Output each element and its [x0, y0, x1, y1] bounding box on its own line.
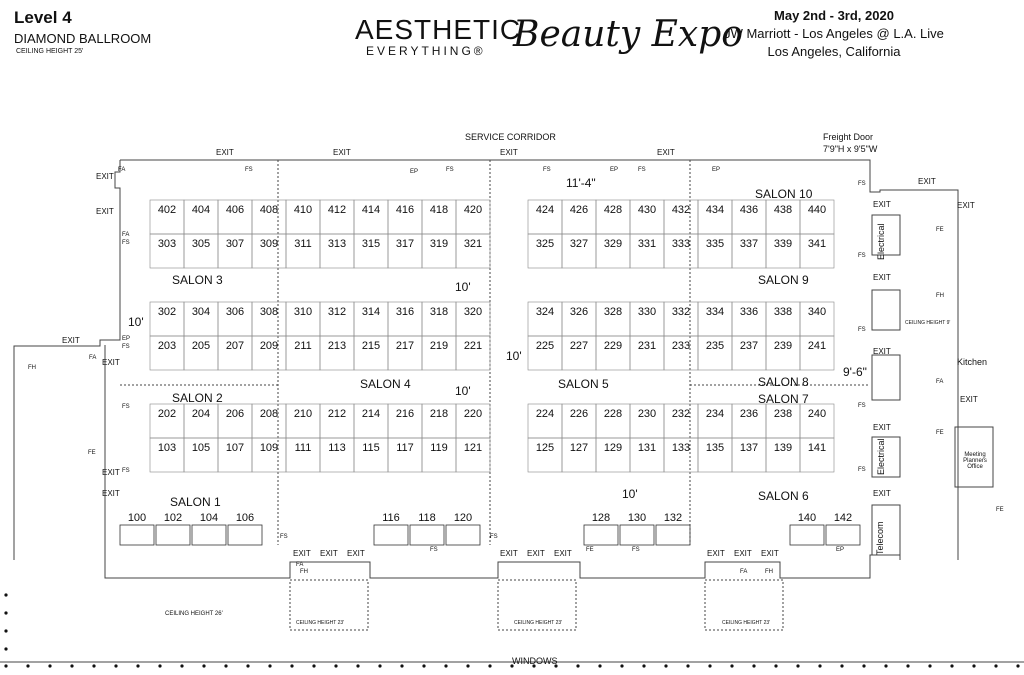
- booth-label-315: 315: [361, 238, 381, 250]
- booth-102: [156, 525, 190, 545]
- dimension-10-e: 10': [622, 487, 638, 501]
- booth-label-105: 105: [191, 442, 211, 454]
- booth-label-328: 328: [603, 306, 623, 318]
- fs-marker: FS: [858, 327, 866, 333]
- booth-label-130: 130: [627, 512, 647, 524]
- window-dot: [466, 664, 469, 667]
- fs-marker: FS: [446, 167, 454, 173]
- fs-marker: FS: [430, 547, 438, 553]
- booth-130: [620, 525, 654, 545]
- booth-label-229: 229: [603, 340, 623, 352]
- logo-aesthetic: AESTHETIC: [355, 14, 522, 45]
- freight-door-label: Freight Door: [823, 132, 874, 142]
- window-dot: [4, 611, 7, 614]
- window-dot: [950, 664, 953, 667]
- window-dot: [686, 664, 689, 667]
- booth-label-117: 117: [396, 442, 414, 454]
- level-title: Level 4: [14, 8, 72, 27]
- booth-label-312: 312: [327, 306, 347, 318]
- booth-label-131: 131: [637, 442, 657, 454]
- booth-label-420: 420: [463, 204, 483, 216]
- booth-label-139: 139: [773, 442, 793, 454]
- exit-marker: EXIT: [707, 549, 725, 558]
- booth-label-225: 225: [535, 340, 555, 352]
- fs-marker: FS: [245, 167, 253, 173]
- exit-marker: EXIT: [102, 358, 120, 367]
- ep-marker: EP: [712, 167, 721, 173]
- booth-label-333: 333: [671, 238, 691, 250]
- ep-marker: EP: [610, 167, 619, 173]
- booth-label-210: 210: [293, 408, 313, 420]
- window-dot: [818, 664, 821, 667]
- salon-9: SALON 9: [758, 273, 809, 287]
- meeting-office-label: Meeting Planners Office: [963, 452, 987, 470]
- exit-marker: EXIT: [657, 148, 675, 157]
- window-dot: [664, 664, 667, 667]
- booth-118: [410, 525, 444, 545]
- ceiling-9-label: CEILING HEIGHT 9': [905, 320, 951, 326]
- booth-label-215: 215: [361, 340, 381, 352]
- booth-label-218: 218: [429, 408, 449, 420]
- booth-label-334: 334: [705, 306, 725, 318]
- window-dot: [136, 664, 139, 667]
- booth-label-326: 326: [569, 306, 589, 318]
- booth-label-132: 132: [663, 512, 683, 524]
- exit-marker: EXIT: [873, 273, 891, 282]
- booth-label-142: 142: [833, 512, 853, 524]
- booth-120: [446, 525, 480, 545]
- booth-116: [374, 525, 408, 545]
- window-dot: [114, 664, 117, 667]
- window-dot: [158, 664, 161, 667]
- booth-label-325: 325: [535, 238, 555, 250]
- booth-label-102: 102: [163, 512, 183, 524]
- window-dot: [598, 664, 601, 667]
- booth-label-217: 217: [395, 340, 415, 352]
- booth-label-402: 402: [157, 204, 177, 216]
- booth-label-120: 120: [453, 512, 473, 524]
- service-corridor-label: SERVICE CORRIDOR: [465, 132, 556, 142]
- booth-label-226: 226: [569, 408, 589, 420]
- salon-2: SALON 2: [172, 391, 223, 405]
- window-dot: [70, 664, 73, 667]
- booth-label-331: 331: [637, 238, 657, 250]
- window-dot: [48, 664, 51, 667]
- booth-label-310: 310: [293, 306, 313, 318]
- booth-label-414: 414: [361, 204, 381, 216]
- fa-marker: FA: [118, 167, 126, 173]
- booth-label-320: 320: [463, 306, 483, 318]
- exit-marker: EXIT: [873, 423, 891, 432]
- booth-label-103: 103: [157, 442, 177, 454]
- booth-104: [192, 525, 226, 545]
- event-venue: JW Marriott - Los Angeles @ L.A. Live: [724, 26, 944, 41]
- booth-label-137: 137: [739, 442, 759, 454]
- exit-marker: EXIT: [320, 549, 338, 558]
- booth-label-338: 338: [773, 306, 793, 318]
- booth-label-410: 410: [293, 204, 313, 216]
- windows-label: WINDOWS: [512, 656, 558, 666]
- ep-marker: EP: [410, 169, 419, 175]
- booth-label-141: 141: [807, 442, 827, 454]
- ep-marker: EP: [836, 547, 845, 553]
- window-dot: [488, 664, 491, 667]
- event-city: Los Angeles, California: [767, 44, 901, 59]
- booth-label-302: 302: [157, 306, 177, 318]
- booth-label-135: 135: [705, 442, 725, 454]
- electrical-label-1: Electrical: [876, 223, 886, 260]
- booth-label-426: 426: [569, 204, 589, 216]
- exit-marker: EXIT: [347, 549, 365, 558]
- dimension-10-b: 10': [128, 315, 144, 329]
- fh-marker: FH: [765, 569, 773, 575]
- dimension-11-4: 11'-4": [566, 176, 596, 190]
- booth-label-230: 230: [637, 408, 657, 420]
- booth-label-432: 432: [671, 204, 691, 216]
- booth-label-339: 339: [773, 238, 793, 250]
- fs-marker: FS: [858, 467, 866, 473]
- walls: [0, 160, 1024, 662]
- fe-marker: FE: [88, 450, 96, 456]
- ceiling-23-label-1: CEILING HEIGHT 23': [296, 620, 345, 626]
- exit-marker: EXIT: [734, 549, 752, 558]
- booth-label-206: 206: [225, 408, 245, 420]
- booth-label-113: 113: [328, 442, 346, 454]
- fe-marker: FE: [936, 227, 944, 233]
- fs-marker: FS: [280, 534, 288, 540]
- fs-marker: FS: [632, 547, 640, 553]
- fs-marker: FS: [122, 468, 130, 474]
- booth-label-238: 238: [773, 408, 793, 420]
- booth-label-140: 140: [797, 512, 817, 524]
- booth-label-235: 235: [705, 340, 725, 352]
- booth-label-231: 231: [637, 340, 657, 352]
- booth-100: [120, 525, 154, 545]
- logo-beauty-expo: Beauty Expo: [513, 14, 743, 55]
- booth-label-316: 316: [395, 306, 415, 318]
- exit-marker: EXIT: [873, 489, 891, 498]
- booth-label-228: 228: [603, 408, 623, 420]
- window-dot: [620, 664, 623, 667]
- booth-label-219: 219: [429, 340, 449, 352]
- fa-marker: FA: [296, 562, 304, 568]
- salon-6: SALON 6: [758, 489, 809, 503]
- exit-marker: EXIT: [873, 347, 891, 356]
- exit-marker: EXIT: [761, 549, 779, 558]
- window-dot: [576, 664, 579, 667]
- event-dates: May 2nd - 3rd, 2020: [774, 8, 894, 23]
- booth-label-430: 430: [637, 204, 657, 216]
- logo-everything: EVERYTHING®: [366, 44, 486, 58]
- dimension-10-a: 10': [455, 280, 471, 294]
- fs-marker: FS: [638, 167, 646, 173]
- window-dot: [840, 664, 843, 667]
- booth-132: [656, 525, 690, 545]
- booth-label-227: 227: [569, 340, 589, 352]
- window-dot: [752, 664, 755, 667]
- booth-label-106: 106: [235, 512, 255, 524]
- window-dot: [796, 664, 799, 667]
- window-dot: [224, 664, 227, 667]
- booth-label-341: 341: [807, 238, 827, 250]
- fh-marker: FH: [28, 365, 36, 371]
- dimension-10-c: 10': [506, 349, 522, 363]
- fs-marker: FS: [543, 167, 551, 173]
- booth-label-319: 319: [429, 238, 449, 250]
- fs-marker: FS: [122, 404, 130, 410]
- booth-label-327: 327: [569, 238, 589, 250]
- window-dot: [246, 664, 249, 667]
- booth-label-416: 416: [395, 204, 415, 216]
- window-dot: [356, 664, 359, 667]
- booth-label-332: 332: [671, 306, 691, 318]
- exit-marker: EXIT: [873, 200, 891, 209]
- booth-label-418: 418: [429, 204, 449, 216]
- booth-label-424: 424: [535, 204, 555, 216]
- window-dot: [708, 664, 711, 667]
- exit-marker: EXIT: [102, 489, 120, 498]
- window-dot: [378, 664, 381, 667]
- exit-marker: EXIT: [960, 395, 978, 404]
- booth-label-308: 308: [259, 306, 279, 318]
- fs-marker: FS: [122, 344, 130, 350]
- booth-label-107: 107: [225, 442, 245, 454]
- booth-label-212: 212: [327, 408, 347, 420]
- window-dot: [334, 664, 337, 667]
- booth-140: [790, 525, 824, 545]
- window-dot: [862, 664, 865, 667]
- exit-marker: EXIT: [554, 549, 572, 558]
- booth-label-232: 232: [671, 408, 691, 420]
- booth-label-237: 237: [739, 340, 759, 352]
- exit-marker: EXIT: [500, 148, 518, 157]
- exit-marker: EXIT: [102, 468, 120, 477]
- booth-label-306: 306: [225, 306, 245, 318]
- exit-marker: EXIT: [62, 336, 80, 345]
- booth-label-214: 214: [361, 408, 381, 420]
- exit-marker: EXIT: [96, 172, 114, 181]
- booth-label-336: 336: [739, 306, 759, 318]
- booth-label-239: 239: [773, 340, 793, 352]
- salon-4: SALON 4: [360, 377, 411, 391]
- ceiling-23-label-3: CEILING HEIGHT 23': [722, 620, 771, 626]
- fa-marker: FA: [936, 379, 944, 385]
- booth-label-406: 406: [225, 204, 245, 216]
- room-ceiling-height: CEILING HEIGHT 25': [16, 48, 84, 55]
- booth-label-208: 208: [259, 408, 279, 420]
- fa-marker: FA: [89, 355, 97, 361]
- exit-marker: EXIT: [500, 549, 518, 558]
- exit-marker: EXIT: [333, 148, 351, 157]
- booth-106: [228, 525, 262, 545]
- booth-label-204: 204: [191, 408, 211, 420]
- window-dot: [92, 664, 95, 667]
- booth-142: [826, 525, 860, 545]
- booth-label-404: 404: [191, 204, 211, 216]
- kitchen-label: Kitchen: [957, 357, 988, 367]
- fa-marker: FA: [740, 569, 748, 575]
- booth-label-115: 115: [362, 442, 380, 454]
- booth-label-240: 240: [807, 408, 827, 420]
- salon-10: SALON 10: [755, 187, 813, 201]
- salon-5: SALON 5: [558, 377, 609, 391]
- booth-label-321: 321: [463, 238, 483, 250]
- booth-label-307: 307: [225, 238, 245, 250]
- booth-label-303: 303: [157, 238, 177, 250]
- window-dot: [202, 664, 205, 667]
- window-dot: [4, 647, 7, 650]
- booth-label-434: 434: [705, 204, 725, 216]
- telecom-label: Telecom: [875, 521, 885, 555]
- booth-label-428: 428: [603, 204, 623, 216]
- fh-marker: FH: [300, 569, 308, 575]
- window-dot: [774, 664, 777, 667]
- window-dot: [972, 664, 975, 667]
- window-dot: [906, 664, 909, 667]
- booth-label-329: 329: [603, 238, 623, 250]
- exit-marker: EXIT: [527, 549, 545, 558]
- booth-label-202: 202: [157, 408, 177, 420]
- salon-7: SALON 7: [758, 392, 809, 406]
- exit-marker: EXIT: [918, 177, 936, 186]
- booth-label-111: 111: [294, 442, 312, 454]
- fa-marker: FA: [122, 232, 130, 238]
- salon-1: SALON 1: [170, 495, 221, 509]
- window-dot: [730, 664, 733, 667]
- booth-label-127: 127: [569, 442, 589, 454]
- window-dot: [4, 664, 7, 667]
- salon-8: SALON 8: [758, 375, 809, 389]
- window-dot: [180, 664, 183, 667]
- freight-door-size: 7'9"H x 9'5"W: [823, 144, 878, 154]
- fs-marker: FS: [858, 403, 866, 409]
- booth-label-436: 436: [739, 204, 759, 216]
- window-dot: [884, 664, 887, 667]
- exit-marker: EXIT: [293, 549, 311, 558]
- booth-label-313: 313: [327, 238, 347, 250]
- booth-label-213: 213: [327, 340, 347, 352]
- exit-marker: EXIT: [957, 201, 975, 210]
- booth-label-440: 440: [807, 204, 827, 216]
- window-dot: [312, 664, 315, 667]
- booth-label-304: 304: [191, 306, 211, 318]
- dimension-10-d: 10': [455, 384, 471, 398]
- booth-label-412: 412: [327, 204, 347, 216]
- ep-marker: EP: [122, 336, 131, 342]
- booth-label-330: 330: [637, 306, 657, 318]
- window-dot: [400, 664, 403, 667]
- fh-marker: FH: [936, 293, 944, 299]
- booth-label-236: 236: [739, 408, 759, 420]
- booth-label-241: 241: [807, 340, 827, 352]
- salon-3: SALON 3: [172, 273, 223, 287]
- booth-label-211: 211: [294, 340, 312, 352]
- window-dot: [268, 664, 271, 667]
- booth-label-216: 216: [395, 408, 415, 420]
- fs-marker: FS: [858, 181, 866, 187]
- booth-label-311: 311: [294, 238, 312, 250]
- fs-marker: FS: [490, 534, 498, 540]
- window-dot: [642, 664, 645, 667]
- booth-label-438: 438: [773, 204, 793, 216]
- fs-marker: FS: [122, 240, 130, 246]
- exit-marker: EXIT: [96, 207, 114, 216]
- booth-label-318: 318: [429, 306, 449, 318]
- window-dot: [26, 664, 29, 667]
- booth-label-129: 129: [603, 442, 623, 454]
- booth-label-125: 125: [535, 442, 555, 454]
- ceiling-23-label-2: CEILING HEIGHT 23': [514, 620, 563, 626]
- booth-label-305: 305: [191, 238, 211, 250]
- booth-label-221: 221: [463, 340, 483, 352]
- booth-label-104: 104: [199, 512, 219, 524]
- booth-label-234: 234: [705, 408, 725, 420]
- window-dot: [422, 664, 425, 667]
- booth-label-207: 207: [225, 340, 245, 352]
- dimension-9-6: 9'-6": [843, 365, 867, 379]
- fe-marker: FE: [586, 547, 594, 553]
- window-dot: [994, 664, 997, 667]
- window-dot: [4, 629, 7, 632]
- booth-label-128: 128: [591, 512, 611, 524]
- ceiling-26-label: CEILING HEIGHT 26': [165, 611, 223, 617]
- booth-label-408: 408: [259, 204, 279, 216]
- booth-label-100: 100: [127, 512, 147, 524]
- booth-label-116: 116: [382, 512, 400, 524]
- exit-marker: EXIT: [216, 148, 234, 157]
- booth-label-203: 203: [157, 340, 177, 352]
- booth-label-337: 337: [739, 238, 759, 250]
- fs-marker: FS: [858, 253, 866, 259]
- booth-label-133: 133: [671, 442, 691, 454]
- booth-label-309: 309: [259, 238, 279, 250]
- booth-label-109: 109: [259, 442, 279, 454]
- booth-label-233: 233: [671, 340, 691, 352]
- booth-label-119: 119: [430, 442, 448, 454]
- booth-label-209: 209: [259, 340, 279, 352]
- booth-label-118: 118: [418, 512, 436, 524]
- booth-label-205: 205: [191, 340, 211, 352]
- fe-marker: FE: [936, 430, 944, 436]
- booth-label-121: 121: [463, 442, 483, 454]
- booth-label-340: 340: [807, 306, 827, 318]
- booth-label-335: 335: [705, 238, 725, 250]
- window-dot: [444, 664, 447, 667]
- electrical-label-2: Electrical: [876, 438, 886, 475]
- fe-marker: FE: [996, 507, 1004, 513]
- booth-label-224: 224: [535, 408, 555, 420]
- booth-label-314: 314: [361, 306, 381, 318]
- booth-label-220: 220: [463, 408, 483, 420]
- window-dot: [928, 664, 931, 667]
- window-dot: [290, 664, 293, 667]
- window-dot: [4, 593, 7, 596]
- booth-label-324: 324: [535, 306, 555, 318]
- booth-label-317: 317: [395, 238, 415, 250]
- room-name: DIAMOND BALLROOM: [14, 31, 152, 46]
- booth-128: [584, 525, 618, 545]
- window-dot: [1016, 664, 1019, 667]
